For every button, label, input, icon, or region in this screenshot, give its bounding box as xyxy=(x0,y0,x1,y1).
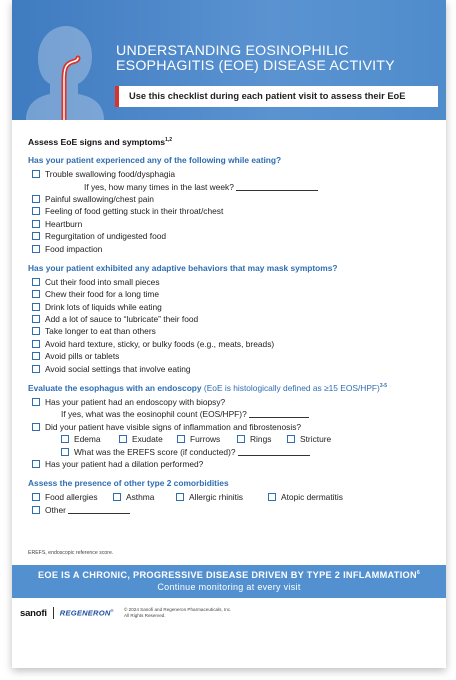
comorbidities-question: Assess the presence of other type 2 comorbidities xyxy=(28,478,229,489)
checkbox[interactable] xyxy=(32,245,40,253)
checkbox[interactable] xyxy=(32,365,40,373)
erefs-score-prompt: What was the EREFS score (if conducted)? xyxy=(28,445,438,457)
checkbox-adaptive-behavior[interactable]: Take longer to eat than others xyxy=(28,325,438,337)
adaptive-question: Has your patient exhibited any adaptive behaviors that may mask symptoms? xyxy=(28,262,338,273)
checkbox-atopic-dermatitis[interactable]: Atopic dermatitis xyxy=(268,492,343,502)
endoscopy-question: Evaluate the esophagus with an endoscopy (EoE is histologically defined as ≥15 EOS/HPF)$^{3-5}$ xyxy=(28,382,388,393)
checkbox-dilation[interactable]: Has your patient had a dilation performed? xyxy=(28,458,438,470)
logo-divider xyxy=(53,607,54,619)
checkbox[interactable] xyxy=(32,278,40,286)
summary-line-1: EOE IS A CHRONIC, PROGRESSIVE DISEASE DRIVEN BY TYPE 2 INFLAMMATION$^6$ xyxy=(37,570,421,581)
checkbox[interactable] xyxy=(32,327,40,335)
title-line-1: UNDERSTANDING EOSINOPHILIC xyxy=(116,43,349,59)
summary-bar xyxy=(12,565,446,598)
checkbox-adaptive-behavior[interactable]: Cut their food into small pieces xyxy=(28,276,438,288)
checkbox[interactable] xyxy=(32,170,40,178)
checkbox[interactable] xyxy=(268,493,276,501)
checkbox[interactable] xyxy=(32,195,40,203)
checkbox[interactable] xyxy=(177,435,185,443)
checkbox[interactable] xyxy=(32,232,40,240)
sponsor-logos xyxy=(20,605,114,621)
checkbox[interactable] xyxy=(32,290,40,298)
eosinophil-count-prompt: If yes, what was the eosinophil count (EOS/HPF)? xyxy=(28,408,438,420)
checkbox-adaptive-behavior[interactable]: Drink lots of liquids while eating xyxy=(28,301,438,313)
checkbox-rings[interactable]: Rings xyxy=(237,434,287,444)
checkbox-food-allergies[interactable]: Food allergies xyxy=(32,492,113,502)
checkbox-other[interactable]: Other xyxy=(28,504,438,516)
checklist-content xyxy=(28,132,438,516)
checkbox-furrows[interactable]: Furrows xyxy=(177,434,237,444)
header-band xyxy=(12,0,446,120)
checkbox[interactable] xyxy=(32,207,40,215)
checkbox[interactable] xyxy=(113,493,121,501)
checkbox-adaptive-behavior[interactable]: Avoid hard texture, sticky, or bulky foods (e.g., meats, breads) xyxy=(28,338,438,350)
checkbox-food-impaction[interactable]: Food impaction xyxy=(28,242,438,254)
checkbox[interactable] xyxy=(32,398,40,406)
checkbox[interactable] xyxy=(32,340,40,348)
checkbox-adaptive-behavior[interactable]: Add a lot of sauce to “lubricate” their food xyxy=(28,313,438,325)
checkbox-allergic-rhinitis[interactable]: Allergic rhinitis xyxy=(176,492,268,502)
title-line-2: ESOPHAGITIS (EOE) DISEASE ACTIVITY xyxy=(116,58,395,74)
erefs-answer-line[interactable] xyxy=(238,448,310,456)
comorbidities-checkbox-group xyxy=(28,491,438,503)
checklist-sheet xyxy=(12,0,446,668)
checkbox[interactable] xyxy=(61,435,69,443)
checkbox[interactable] xyxy=(32,506,40,514)
checkbox[interactable] xyxy=(176,493,184,501)
checkbox[interactable] xyxy=(32,423,40,431)
signs-checkbox-group xyxy=(28,433,438,445)
checkbox[interactable] xyxy=(237,435,245,443)
checkbox[interactable] xyxy=(32,315,40,323)
follow-up-frequency: If yes, how many times in the last week? xyxy=(28,180,438,192)
checkbox-adaptive-behavior[interactable]: Avoid social settings that involve eating xyxy=(28,362,438,374)
instruction-banner: Use this checklist during each patient visit to assess their EoE xyxy=(115,86,438,107)
checkbox[interactable] xyxy=(287,435,295,443)
checkbox-heartburn[interactable]: Heartburn xyxy=(28,218,438,230)
checkbox[interactable] xyxy=(32,460,40,468)
other-answer-line[interactable] xyxy=(68,506,130,514)
checkbox-asthma[interactable]: Asthma xyxy=(113,492,176,502)
checkbox-exudate[interactable]: Exudate xyxy=(119,434,177,444)
checkbox-food-stuck[interactable]: Feeling of food getting stuck in their throat/chest xyxy=(28,205,438,217)
frequency-answer-line[interactable] xyxy=(236,183,318,191)
assess-heading: Assess EoE signs and symptoms$^{1,2}$ xyxy=(28,137,173,147)
checkbox[interactable] xyxy=(32,303,40,311)
document-title xyxy=(116,44,438,74)
sanofi-logo: sanofi xyxy=(20,607,47,619)
checkbox[interactable] xyxy=(119,435,127,443)
human-esophagus-illustration xyxy=(20,24,110,120)
checkbox[interactable] xyxy=(32,493,40,501)
checkbox-painful-swallowing[interactable]: Painful swallowing/chest pain xyxy=(28,193,438,205)
checkbox-adaptive-behavior[interactable]: Chew their food for a long time xyxy=(28,288,438,300)
footnote: EREFS, endoscopic reference score. xyxy=(28,550,114,556)
checkbox-trouble-swallowing[interactable]: Trouble swallowing food/dysphagia xyxy=(28,168,438,180)
checkbox-stricture[interactable]: Stricture xyxy=(287,434,331,444)
regeneron-logo: REGENERON® xyxy=(59,608,114,618)
checkbox[interactable] xyxy=(32,352,40,360)
eos-count-answer-line[interactable] xyxy=(249,410,309,418)
checkbox-edema[interactable]: Edema xyxy=(61,434,119,444)
copyright-notice: © 2024 Sanofi and Regeneron Pharmaceuticals, Inc. All Rights Reserved. xyxy=(124,607,232,618)
checkbox[interactable] xyxy=(32,220,40,228)
checkbox-endoscopy-biopsy[interactable]: Has your patient had an endoscopy with biopsy? xyxy=(28,396,438,408)
eating-question: Has your patient experienced any of the following while eating? xyxy=(28,155,282,165)
checkbox-adaptive-behavior[interactable]: Avoid pills or tablets xyxy=(28,350,438,362)
checkbox-regurgitation[interactable]: Regurgitation of undigested food xyxy=(28,230,438,242)
summary-line-2: Continue monitoring at every visit xyxy=(157,582,301,593)
checkbox-visible-signs[interactable]: Did your patient have visible signs of inflammation and fibrostenosis? xyxy=(28,421,438,433)
checkbox[interactable] xyxy=(61,448,69,456)
